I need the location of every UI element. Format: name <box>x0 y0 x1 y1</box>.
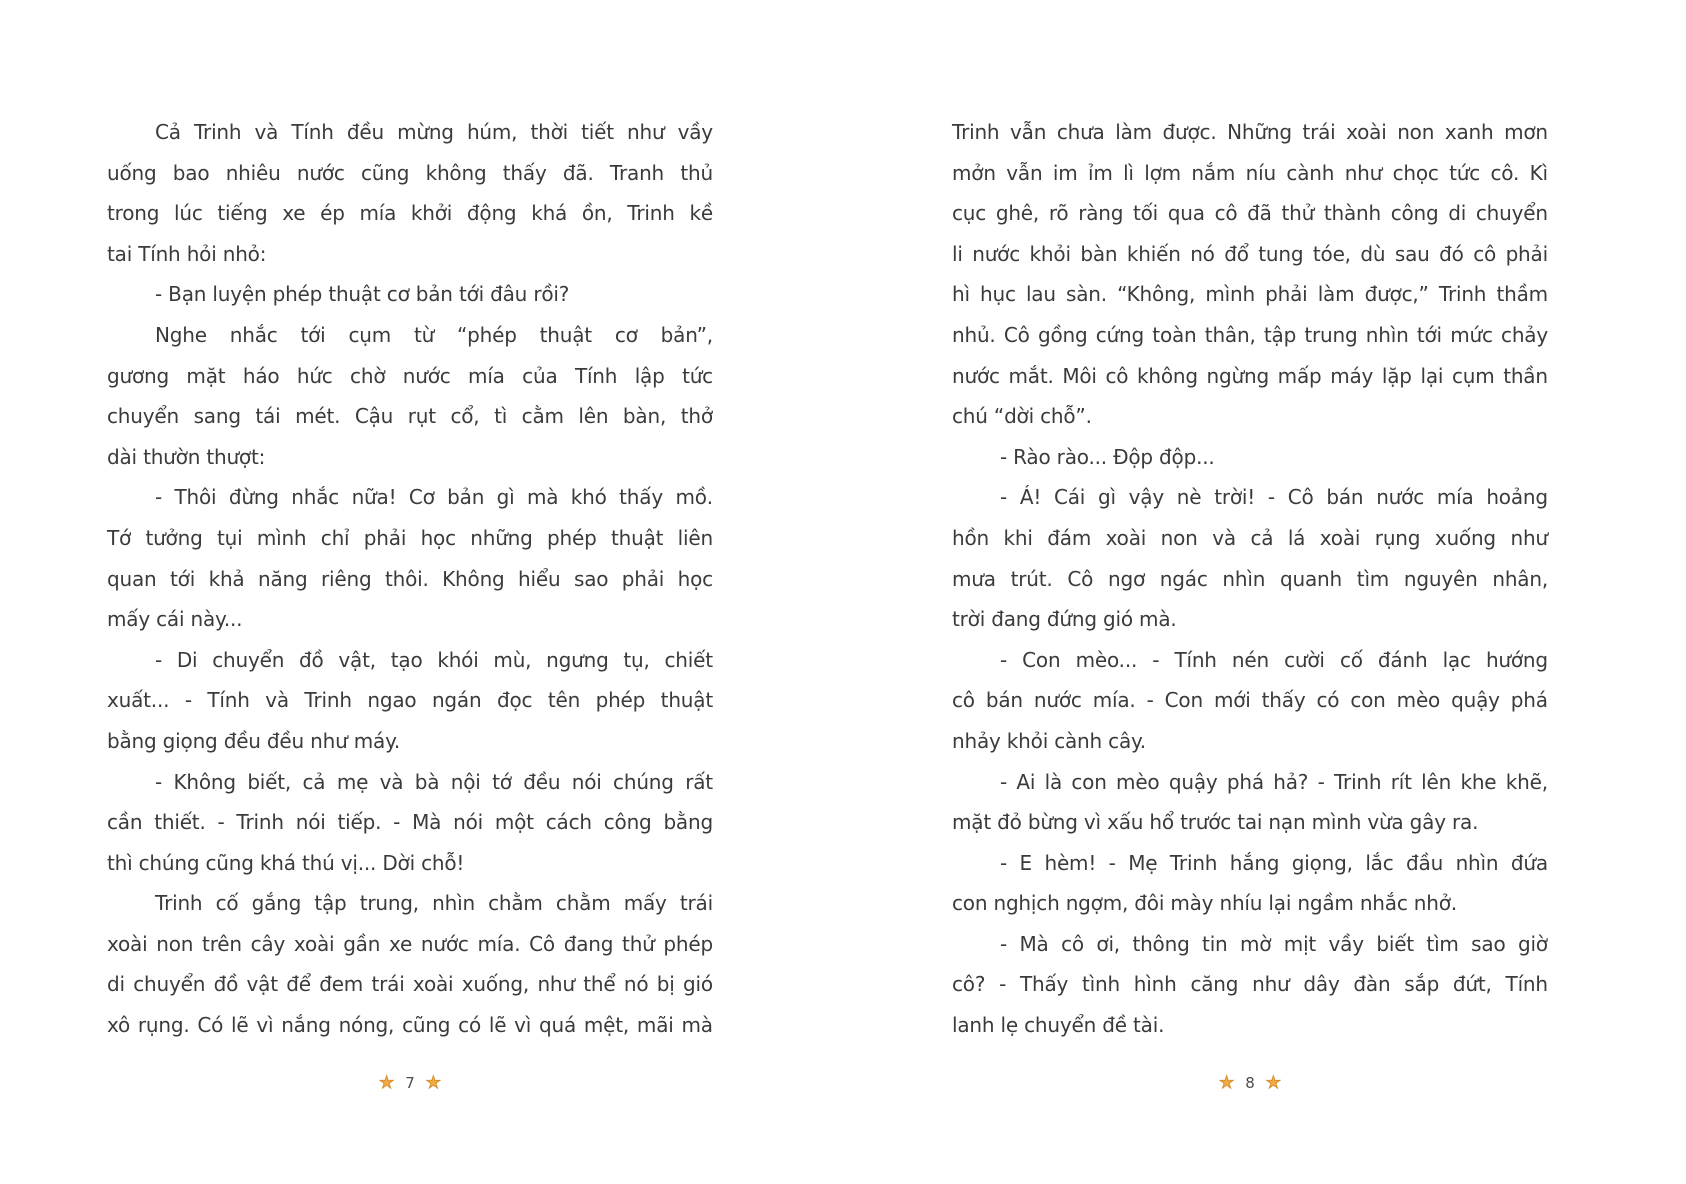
text-line: - Mà cô ơi, thông tin mờ mịt vầy biết tìm sao giờ <box>1000 931 1548 956</box>
text-line: chuyển sang tái mét. Cậu rụt cổ, tì cằm lên bàn, thở <box>107 404 713 429</box>
text-line: nước mắt. Môi cô không ngừng mấp máy lặp lại cụm thần <box>952 363 1548 388</box>
text-line: - Thôi đừng nhắc nữa! Cơ bản gì mà khó thấy mồ. <box>155 485 713 510</box>
page-7-text-column <box>107 112 713 1046</box>
text-line: - E hèm! - Mẹ Trinh hắng giọng, lắc đầu nhìn đứa <box>1000 850 1548 875</box>
text-line: thì chúng cũng khá thú vị... Dời chỗ! <box>107 850 465 875</box>
text-line: Nghe nhắc tới cụm từ “phép thuật cơ bản”, <box>155 322 713 347</box>
text-line: trời đang đứng gió mà. <box>952 607 1177 632</box>
text-line: li nước khỏi bàn khiến nó đổ tung tóe, dù sau đó cô phải <box>952 241 1548 266</box>
text-line: xuất... - Tính và Trinh ngao ngán đọc tên phép thuật <box>107 688 713 713</box>
star-icon: ★ <box>378 1072 395 1093</box>
star-icon: ★ <box>425 1072 442 1093</box>
text-line: - Di chuyển đồ vật, tạo khói mù, ngưng tụ, chiết <box>155 647 713 672</box>
text-line: - Con mèo... - Tính nén cười cố đánh lạc hướng <box>1000 647 1548 672</box>
text-line: quan tới khả năng riêng thôi. Không hiểu sao phải học <box>107 566 713 591</box>
text-line: uống bao nhiêu nước cũng không thấy đã. Tranh thủ <box>107 160 713 185</box>
text-line: dài thườn thượt: <box>107 444 266 469</box>
page-8-text-column <box>952 112 1548 1046</box>
text-line: nhủ. Cô gồng cứng toàn thân, tập trung nhìn tới mức chảy <box>952 322 1548 347</box>
page-number: 7 <box>405 1073 415 1092</box>
text-line: cô? - Thấy tình hình căng như dây đàn sắp đứt, Tính <box>952 972 1548 997</box>
text-line: bằng giọng đều đều như máy. <box>107 728 401 753</box>
text-line: mặt đỏ bừng vì xấu hổ trước tai nạn mình vừa gây ra. <box>952 810 1479 835</box>
page-7-footer <box>107 1070 713 1096</box>
text-line: Trinh vẫn chưa làm được. Những trái xoài non xanh mơn <box>952 120 1548 144</box>
text-line: cục ghê, rõ ràng tối qua cô đã thử thành công di chuyển <box>952 201 1548 226</box>
star-icon: ★ <box>1218 1072 1235 1093</box>
text-line: trong lúc tiếng xe ép mía khởi động khá ồn, Trinh kề <box>107 201 713 226</box>
text-line: gương mặt háo hức chờ nước mía của Tính lập tức <box>107 363 713 388</box>
text-line: mưa trút. Cô ngơ ngác nhìn quanh tìm nguyên nhân, <box>952 566 1548 591</box>
text-line: xoài non trên cây xoài gần xe nước mía. Cô đang thử phép <box>107 931 713 956</box>
page-number: 8 <box>1245 1073 1255 1092</box>
text-line: cô bán nước mía. - Con mới thấy có con mèo quậy phá <box>952 688 1548 713</box>
text-line: cần thiết. - Trinh nói tiếp. - Mà nói một cách công bằng <box>107 810 713 835</box>
text-line: xô rụng. Có lẽ vì nắng nóng, cũng có lẽ vì quá mệt, mãi mà <box>107 1013 713 1038</box>
text-line: chú “dời chỗ”. <box>952 404 1092 429</box>
text-line: - Rào rào... Độp độp... <box>1000 444 1215 469</box>
text-line: di chuyển đồ vật để đem trái xoài xuống, như thể nó bị gió <box>107 972 713 997</box>
text-line: mởn vẫn im ỉm lì lợm nắm níu cành như chọc tức cô. Kì <box>952 160 1548 185</box>
text-line: - Không biết, cả mẹ và bà nội tớ đều nói chúng rất <box>155 769 713 794</box>
text-line: - Ai là con mèo quậy phá hả? - Trinh rít lên khe khẽ, <box>1000 769 1548 794</box>
text-line: Tớ tưởng tụi mình chỉ phải học những phép thuật liên <box>107 525 713 550</box>
page-8-footer <box>952 1070 1548 1096</box>
text-line: hồn khi đám xoài non và cả lá xoài rụng xuống như <box>952 525 1548 550</box>
star-icon: ★ <box>1265 1072 1282 1093</box>
text-line: Trinh cố gắng tập trung, nhìn chằm chằm mấy trái <box>155 891 713 916</box>
text-line: tai Tính hỏi nhỏ: <box>107 241 267 266</box>
text-line: - Bạn luyện phép thuật cơ bản tới đâu rồi? <box>155 282 570 307</box>
text-line: mấy cái này... <box>107 607 243 632</box>
text-line: lanh lẹ chuyển đề tài. <box>952 1013 1165 1038</box>
text-line: Cả Trinh và Tính đều mừng húm, thời tiết như vầy <box>155 120 713 144</box>
text-line: nhảy khỏi cành cây. <box>952 728 1146 753</box>
text-line: hì hục lau sàn. “Không, mình phải làm được,” Trinh thầm <box>952 282 1548 307</box>
text-line: con nghịch ngợm, đôi mày nhíu lại ngầm nhắc nhở. <box>952 891 1457 916</box>
text-line: - Á! Cái gì vậy nè trời! - Cô bán nước mía hoảng <box>1000 485 1548 510</box>
